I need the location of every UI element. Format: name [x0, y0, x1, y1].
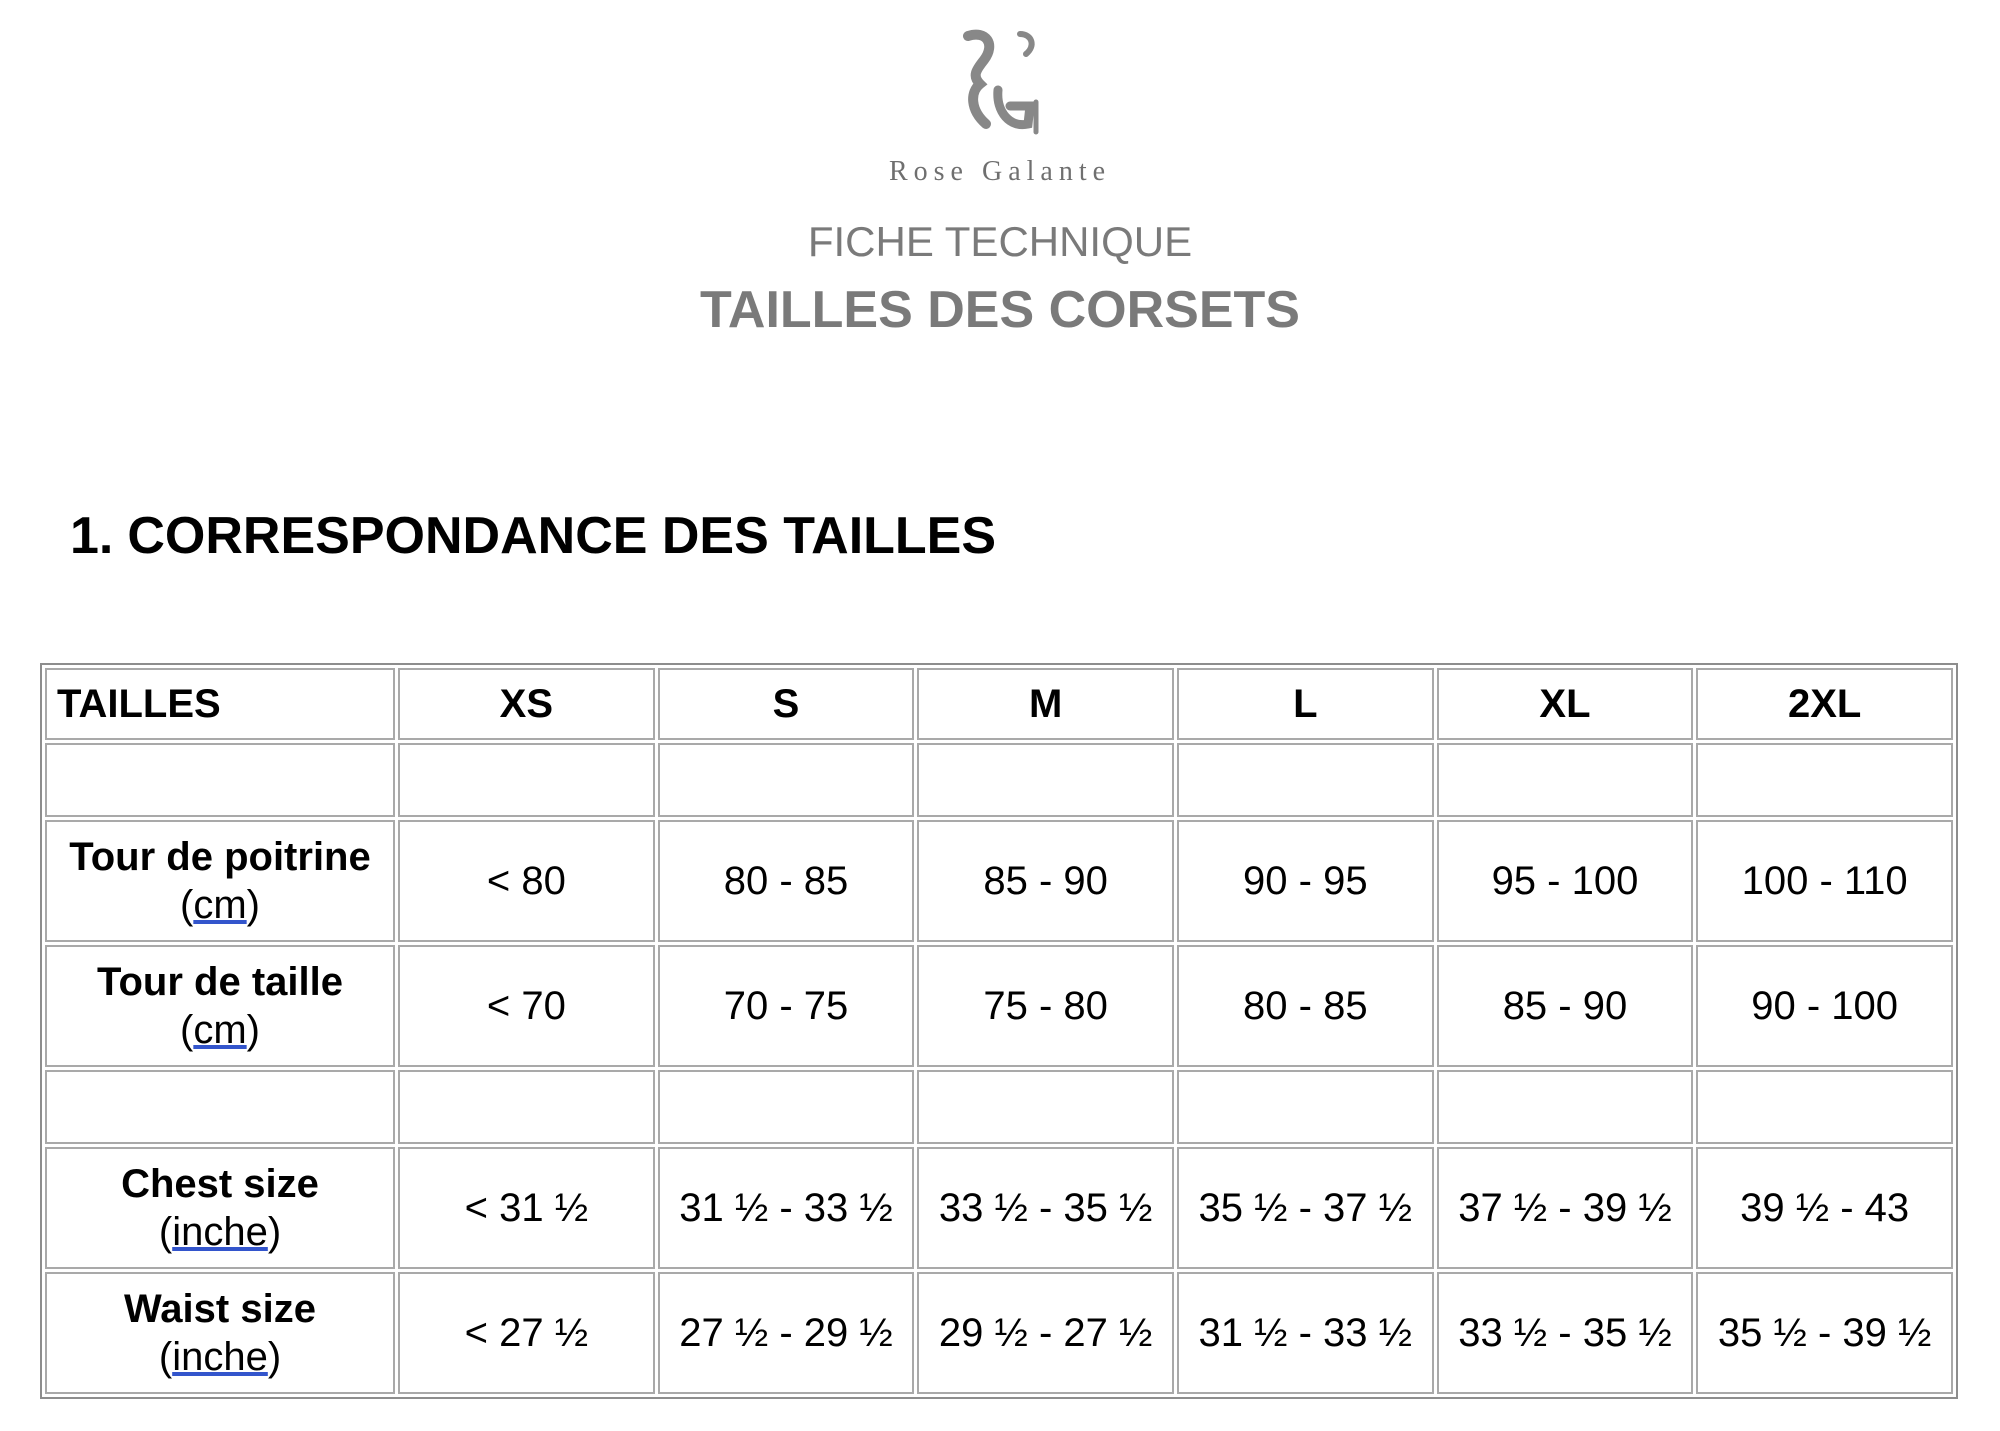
value-cell: 95 - 100 [1437, 820, 1694, 942]
header-cell: S [658, 668, 915, 740]
empty-cell [658, 743, 915, 817]
value-cell: 35 ½ - 37 ½ [1177, 1147, 1434, 1269]
value-cell: 37 ½ - 39 ½ [1437, 1147, 1694, 1269]
empty-cell [658, 1070, 915, 1144]
header-cell: TAILLES [45, 668, 395, 740]
value-cell: 33 ½ - 35 ½ [1437, 1272, 1694, 1394]
row-label: Waist size [124, 1287, 316, 1331]
rg-monogram-icon [940, 20, 1060, 140]
value-cell: 70 - 75 [658, 945, 915, 1067]
row-label-cell [45, 945, 395, 1067]
value-cell: 31 ½ - 33 ½ [658, 1147, 915, 1269]
header-cell: M [917, 668, 1174, 740]
unit-link[interactable]: cm [193, 1008, 247, 1052]
empty-cell [45, 743, 395, 817]
empty-cell [1696, 743, 1953, 817]
value-cell: 29 ½ - 27 ½ [917, 1272, 1174, 1394]
row-label: Tour de poitrine [69, 835, 371, 879]
row-label-cell [45, 1272, 395, 1394]
document-kicker: FICHE TECHNIQUE [807, 218, 1193, 265]
table-row [45, 1272, 1953, 1394]
section-title: CORRESPONDANCE DES TAILLES [127, 507, 997, 565]
table-row [45, 1147, 1953, 1269]
row-label: Tour de taille [97, 960, 343, 1004]
empty-cell [1177, 743, 1434, 817]
header-cell: 2XL [1696, 668, 1953, 740]
row-label: Chest size [121, 1162, 319, 1206]
value-cell: 85 - 90 [917, 820, 1174, 942]
value-cell: < 80 [398, 820, 655, 942]
row-unit: (cm) [180, 883, 260, 927]
header-cell: XS [398, 668, 655, 740]
brand-logo [0, 20, 2000, 140]
value-cell: 80 - 85 [1177, 945, 1434, 1067]
empty-cell [398, 1070, 655, 1144]
empty-cell [45, 1070, 395, 1144]
value-cell: 80 - 85 [658, 820, 915, 942]
empty-cell [398, 743, 655, 817]
value-cell: < 70 [398, 945, 655, 1067]
row-unit: (inche) [158, 1210, 282, 1254]
empty-cell [1177, 1070, 1434, 1144]
empty-cell [917, 1070, 1174, 1144]
table-spacer-row [45, 1070, 1953, 1144]
unit-link[interactable]: inche [172, 1335, 268, 1379]
value-cell: 75 - 80 [917, 945, 1174, 1067]
value-cell: 31 ½ - 33 ½ [1177, 1272, 1434, 1394]
value-cell: 85 - 90 [1437, 945, 1694, 1067]
value-cell: 100 - 110 [1696, 820, 1953, 942]
value-cell: 33 ½ - 35 ½ [917, 1147, 1174, 1269]
unit-link[interactable]: cm [193, 883, 247, 927]
value-cell: 39 ½ - 43 [1696, 1147, 1953, 1269]
table-row [45, 820, 1953, 942]
value-cell: < 27 ½ [398, 1272, 655, 1394]
row-unit: (inche) [158, 1335, 282, 1379]
table-row [45, 945, 1953, 1067]
empty-cell [1696, 1070, 1953, 1144]
unit-link[interactable]: inche [172, 1210, 268, 1254]
empty-cell [1437, 1070, 1694, 1144]
brand-name: Rose Galante [888, 156, 1112, 187]
row-label-cell [45, 1147, 395, 1269]
document-title: TAILLES DES CORSETS [700, 281, 1300, 339]
value-cell: 90 - 95 [1177, 820, 1434, 942]
value-cell: 35 ½ - 39 ½ [1696, 1272, 1953, 1394]
table-header-row [45, 668, 1953, 740]
value-cell: 90 - 100 [1696, 945, 1953, 1067]
section-heading [70, 506, 996, 566]
header-cell: XL [1437, 668, 1694, 740]
value-cell: 27 ½ - 29 ½ [658, 1272, 915, 1394]
value-cell: < 31 ½ [398, 1147, 655, 1269]
size-table [40, 663, 1958, 1399]
row-unit: (cm) [180, 1008, 260, 1052]
table-spacer-row [45, 743, 1953, 817]
empty-cell [917, 743, 1174, 817]
section-number: 1. [70, 507, 114, 565]
row-label-cell [45, 820, 395, 942]
header-cell: L [1177, 668, 1434, 740]
empty-cell [1437, 743, 1694, 817]
